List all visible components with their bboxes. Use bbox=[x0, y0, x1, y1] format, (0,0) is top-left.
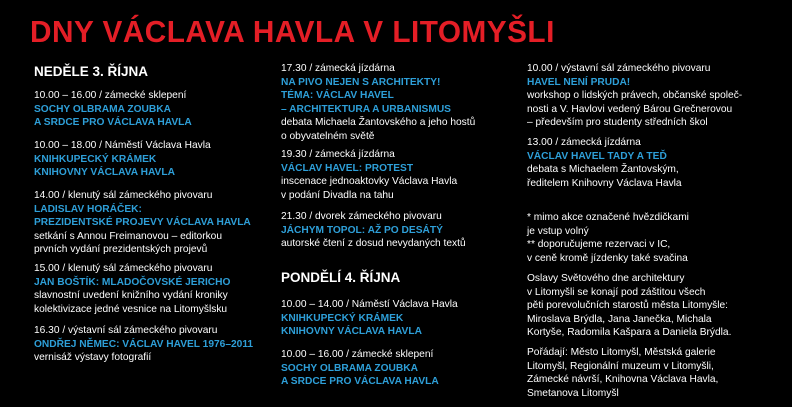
event-time-location: 13.00 / zámecká jízdárna bbox=[527, 137, 641, 148]
event-title: ONDŘEJ NĚMEC: VÁCLAV HAVEL 1976–2011 bbox=[34, 338, 254, 350]
event-title: SOCHY OLBRAMA ZOUBKA bbox=[34, 103, 171, 115]
event-description: slavnostní uvedení knižního vydání kroniky bbox=[34, 290, 228, 302]
day-heading-monday: PONDĚLÍ 4. ŘÍJNA bbox=[281, 270, 401, 285]
event-item bbox=[34, 139, 211, 180]
event-description: workshop o lidských právech, občanské společ- bbox=[527, 90, 743, 102]
event-time-location: 15.00 / klenutý sál zámeckého pivovaru bbox=[34, 263, 213, 274]
event-time-location: 10.00 – 18.00 / Náměstí Václava Havla bbox=[34, 140, 211, 151]
event-title: – ARCHITEKTURA A URBANISMUS bbox=[281, 103, 451, 115]
event-title: KNIHOVNY VÁCLAVA HAVLA bbox=[34, 167, 175, 179]
info-line: Zámecké návrší, Knihovna Václava Havla, bbox=[527, 374, 719, 386]
organizers-text bbox=[527, 346, 718, 400]
event-description: ředitelem Knihovny Václava Havla bbox=[527, 177, 682, 189]
event-title: JÁCHYM TOPOL: AŽ PO DESÁTÝ bbox=[281, 224, 443, 236]
info-line: ** doporučujeme rezervaci v IC, bbox=[527, 239, 671, 251]
event-item bbox=[34, 189, 251, 257]
event-title: KNIHKUPECKÝ KRÁMEK bbox=[281, 312, 404, 324]
event-item bbox=[527, 62, 742, 130]
event-time-location: 14.00 / klenutý sál zámeckého pivovaru bbox=[34, 190, 213, 201]
info-line: Kortyše, Radomila Kašpara a Daniela Brýdla. bbox=[527, 327, 732, 339]
page-title: DNY VÁCLAVA HAVLA V LITOMYŠLI bbox=[30, 14, 555, 49]
event-description: vernisáž výstavy fotografií bbox=[34, 352, 152, 364]
event-title: HAVEL NENÍ PRUDA! bbox=[527, 76, 631, 88]
admission-notes bbox=[527, 211, 689, 265]
event-description: nosti a V. Havlovi vedený Bárou Grečnerovou bbox=[527, 103, 733, 115]
event-title: VÁCLAV HAVEL: PROTEST bbox=[281, 162, 414, 174]
event-item bbox=[281, 348, 439, 389]
event-item bbox=[34, 262, 230, 316]
event-item bbox=[281, 210, 466, 251]
event-description: inscenace jednoaktovky Václava Havla bbox=[281, 176, 458, 188]
event-description: v podání Divadla na tahu bbox=[281, 189, 394, 201]
event-title: JAN BOŠTÍK: MLADOČOVSKÉ JERICHO bbox=[34, 276, 231, 288]
info-line: Miroslava Brýdla, Jana Janečka, Michala bbox=[527, 313, 712, 325]
event-item bbox=[34, 324, 253, 365]
event-time-location: 17.30 / zámecká jízdárna bbox=[281, 63, 395, 74]
event-description: setkání s Annou Freimanovou – editorkou bbox=[34, 230, 223, 242]
event-description: kolektivizace jedné vesnice na Litomyšlsku bbox=[34, 303, 228, 315]
event-time-location: 19.30 / zámecká jízdárna bbox=[281, 149, 395, 160]
event-time-location: 16.30 / výstavní sál zámeckého pivovaru bbox=[34, 325, 218, 336]
event-title: PREZIDENTSKÉ PROJEVY VÁCLAVA HAVLA bbox=[34, 217, 251, 229]
event-title: KNIHOVNY VÁCLAVA HAVLA bbox=[281, 326, 422, 338]
event-title: VÁCLAV HAVEL TADY A TEĎ bbox=[527, 150, 667, 162]
info-line: je vstup volný bbox=[527, 225, 589, 237]
event-title: TÉMA: VÁCLAV HAVEL bbox=[281, 90, 394, 102]
event-description: prvních vydání prezidentských projevů bbox=[34, 244, 208, 256]
event-description: debata Michaela Žantovského a jeho hostů bbox=[281, 117, 476, 129]
patronage-text bbox=[527, 272, 731, 340]
event-time-location: 21.30 / dvorek zámeckého pivovaru bbox=[281, 211, 442, 222]
event-title: NA PIVO NEJEN S ARCHITEKTY! bbox=[281, 76, 441, 88]
event-description: – především pro studenty středních škol bbox=[527, 117, 708, 129]
info-line: v Litomyšli se konají pod záštitou všech bbox=[527, 286, 706, 298]
event-item bbox=[34, 89, 192, 130]
event-description: debata s Michaelem Žantovským, bbox=[527, 164, 679, 176]
info-line: Litomyšl, Regionální muzeum v Litomyšli, bbox=[527, 360, 714, 372]
info-line: Pořádají: Město Litomyšl, Městská galerie bbox=[527, 347, 716, 358]
event-description: autorské čtení z dosud nevydaných textů bbox=[281, 238, 466, 250]
event-title: LADISLAV HORÁČEK: bbox=[34, 203, 142, 215]
info-line: v ceně kromě jízdenky také svačina bbox=[527, 252, 688, 264]
event-item bbox=[281, 148, 457, 202]
info-line: * mimo akce označené hvězdičkami bbox=[527, 212, 689, 223]
event-description: o obyvatelném světě bbox=[281, 130, 375, 142]
info-line: Oslavy Světového dne architektury bbox=[527, 273, 685, 284]
info-line: pěti porevolučních starostů města Litomyšle: bbox=[527, 300, 729, 312]
event-item bbox=[281, 298, 458, 339]
event-time-location: 10.00 – 16.00 / zámecké sklepení bbox=[34, 90, 187, 101]
event-item bbox=[281, 62, 475, 144]
info-line: Smetanova Litomyšl bbox=[527, 387, 619, 399]
event-title: KNIHKUPECKÝ KRÁMEK bbox=[34, 153, 157, 165]
day-heading-sunday: NEDĚLE 3. ŘÍJNA bbox=[34, 64, 149, 79]
event-item bbox=[527, 136, 682, 190]
event-time-location: 10.00 – 14.00 / Náměstí Václava Havla bbox=[281, 299, 458, 310]
event-title: A SRDCE PRO VÁCLAVA HAVLA bbox=[281, 376, 439, 388]
event-time-location: 10.00 / výstavní sál zámeckého pivovaru bbox=[527, 63, 711, 74]
event-title: SOCHY OLBRAMA ZOUBKA bbox=[281, 362, 418, 374]
event-title: A SRDCE PRO VÁCLAVA HAVLA bbox=[34, 117, 192, 129]
event-time-location: 10.00 – 16.00 / zámecké sklepení bbox=[281, 349, 434, 360]
